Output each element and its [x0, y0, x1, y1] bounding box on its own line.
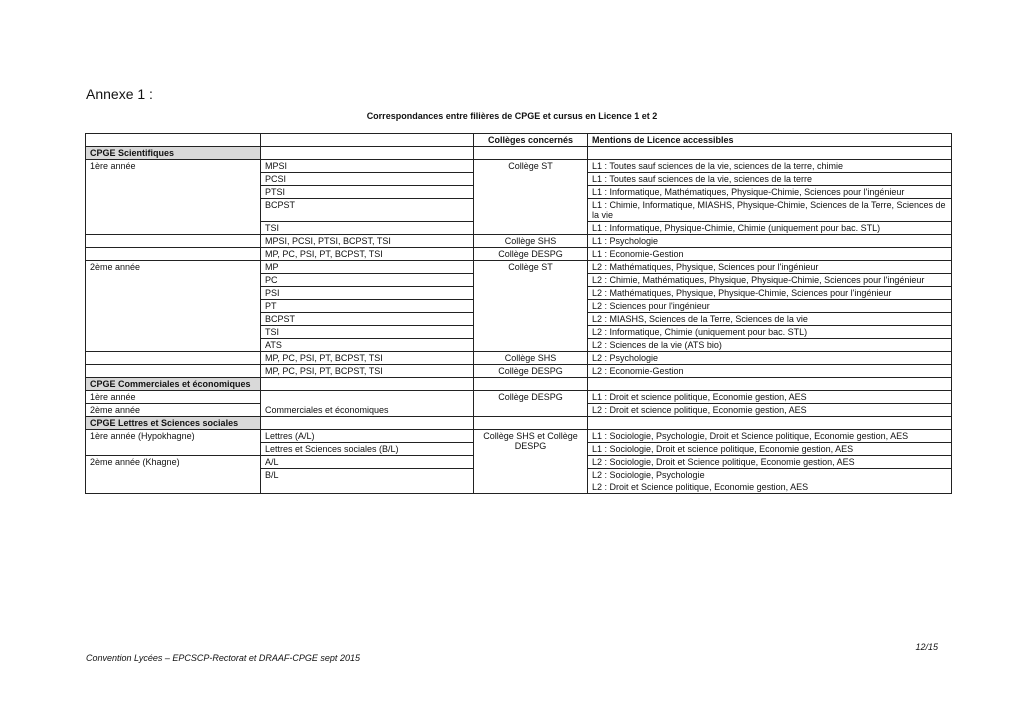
table-row	[86, 248, 952, 261]
mention-cell: L1 : Economie-Gestion	[588, 248, 952, 261]
table-row	[86, 261, 952, 274]
filiere-cell: MP, PC, PSI, PT, BCPST, TSI	[261, 248, 474, 261]
college-cell: Collège ST	[474, 160, 588, 235]
filiere-cell: Lettres (A/L)	[261, 430, 474, 443]
year-cell: 1ère année	[86, 391, 261, 404]
mention-cell: L2 : Chimie, Mathématiques, Physique, Physique-Chimie, Sciences pour l'ingénieur	[588, 274, 952, 287]
filiere-cell: B/L	[261, 469, 474, 494]
filiere-cell: TSI	[261, 326, 474, 339]
section-row	[86, 417, 952, 430]
table-row	[86, 430, 952, 443]
filiere-cell: MP, PC, PSI, PT, BCPST, TSI	[261, 352, 474, 365]
empty-cell	[474, 147, 588, 160]
year-cell-empty	[86, 248, 261, 261]
filiere-cell: PT	[261, 300, 474, 313]
table-header-row	[86, 134, 952, 147]
mention-cell: L1 : Chimie, Informatique, MIASHS, Physique-Chimie, Sciences de la Terre, Sciences de la vie	[588, 199, 952, 222]
footer-text: Convention Lycées – EPCSCP-Rectorat et DRAAF-CPGE sept 2015	[86, 653, 360, 663]
mention-cell: L1 : Toutes sauf sciences de la vie, sciences de la terre, chimie	[588, 160, 952, 173]
mention-cell: L2 : Droit et Science politique, Economie gestion, AES	[588, 481, 952, 494]
year-cell: 2ème année	[86, 261, 261, 352]
college-cell: Collège ST	[474, 261, 588, 352]
section-row	[86, 147, 952, 160]
mention-cell: L1 : Sociologie, Psychologie, Droit et Science politique, Economie gestion, AES	[588, 430, 952, 443]
mention-cell: L2 : Informatique, Chimie (uniquement pour bac. STL)	[588, 326, 952, 339]
year-cell: 2ème année	[86, 404, 261, 417]
document-title: Correspondances entre filières de CPGE et cursus en Licence 1 et 2	[366, 111, 658, 121]
empty-cell	[588, 417, 952, 430]
mention-cell: L2 : Droit et science politique, Economie gestion, AES	[588, 404, 952, 417]
table-row	[86, 235, 952, 248]
table-row	[86, 160, 952, 173]
filiere-cell: PSI	[261, 287, 474, 300]
empty-cell	[261, 417, 474, 430]
filiere-cell: Commerciales et économiques	[261, 391, 474, 417]
mention-cell: L1 : Psychologie	[588, 235, 952, 248]
mention-cell: L2 : Mathématiques, Physique, Physique-Chimie, Sciences pour l'ingénieur	[588, 287, 952, 300]
college-cell: Collège SHS	[474, 352, 588, 365]
mention-cell: L2 : Economie-Gestion	[588, 365, 952, 378]
filiere-cell: MP, PC, PSI, PT, BCPST, TSI	[261, 365, 474, 378]
empty-cell	[261, 147, 474, 160]
empty-cell	[474, 378, 588, 391]
mention-cell: L1 : Informatique, Mathématiques, Physique-Chimie, Sciences pour l'ingénieur	[588, 186, 952, 199]
mention-cell: L2 : Psychologie	[588, 352, 952, 365]
header-mentions: Mentions de Licence accessibles	[588, 134, 952, 147]
filiere-cell: PTSI	[261, 186, 474, 199]
section-row	[86, 378, 952, 391]
header-empty-cell	[261, 134, 474, 147]
filiere-cell: PC	[261, 274, 474, 287]
section-scientifiques: CPGE Scientifiques	[86, 147, 261, 160]
correspondence-table	[85, 133, 952, 494]
empty-cell	[588, 147, 952, 160]
page-number: 12/15	[915, 642, 938, 652]
filiere-cell: A/L	[261, 456, 474, 469]
header-colleges: Collèges concernés	[474, 134, 588, 147]
filiere-cell: MP	[261, 261, 474, 274]
mention-cell: L2 : Sociologie, Droit et Science politique, Economie gestion, AES	[588, 456, 952, 469]
filiere-cell: MPSI	[261, 160, 474, 173]
section-lettres: CPGE Lettres et Sciences sociales	[86, 417, 261, 430]
header-empty-cell	[86, 134, 261, 147]
mention-cell: L1 : Sociologie, Droit et science politique, Economie gestion, AES	[588, 443, 952, 456]
mention-cell: L1 : Informatique, Physique-Chimie, Chimie (uniquement pour bac. STL)	[588, 222, 952, 235]
empty-cell	[261, 378, 474, 391]
filiere-cell: ATS	[261, 339, 474, 352]
filiere-cell: PCSI	[261, 173, 474, 186]
college-cell: Collège DESPG	[474, 365, 588, 378]
filiere-cell: TSI	[261, 222, 474, 235]
mention-cell: L1 : Toutes sauf sciences de la vie, sciences de la terre	[588, 173, 952, 186]
annex-title: Annexe 1 :	[86, 86, 153, 102]
mention-cell: L2 : MIASHS, Sciences de la Terre, Sciences de la vie	[588, 313, 952, 326]
filiere-cell: MPSI, PCSI, PTSI, BCPST, TSI	[261, 235, 474, 248]
table-row	[86, 391, 952, 404]
mention-cell: L2 : Sciences de la vie (ATS bio)	[588, 339, 952, 352]
table-row	[86, 365, 952, 378]
year-cell-empty	[86, 235, 261, 248]
empty-cell	[474, 417, 588, 430]
filiere-cell: Lettres et Sciences sociales (B/L)	[261, 443, 474, 456]
table-row	[86, 352, 952, 365]
empty-cell	[588, 378, 952, 391]
college-cell: Collège SHS et Collège DESPG	[474, 430, 588, 494]
year-cell: 1ère année (Hypokhagne)	[86, 430, 261, 456]
college-cell: Collège SHS	[474, 235, 588, 248]
mention-cell: L2 : Sciences pour l'ingénieur	[588, 300, 952, 313]
mention-cell: L2 : Sociologie, Psychologie	[588, 469, 952, 482]
college-cell: Collège DESPG	[474, 248, 588, 261]
college-cell: Collège DESPG	[474, 391, 588, 417]
mention-cell: L1 : Droit et science politique, Economie gestion, AES	[588, 391, 952, 404]
filiere-cell: BCPST	[261, 199, 474, 222]
year-cell: 2ème année (Khagne)	[86, 456, 261, 494]
year-cell: 1ère année	[86, 160, 261, 235]
year-cell-empty	[86, 352, 261, 365]
section-commerciales: CPGE Commerciales et économiques	[86, 378, 261, 391]
year-cell-empty	[86, 365, 261, 378]
filiere-cell: BCPST	[261, 313, 474, 326]
mention-cell: L2 : Mathématiques, Physique, Sciences pour l'ingénieur	[588, 261, 952, 274]
